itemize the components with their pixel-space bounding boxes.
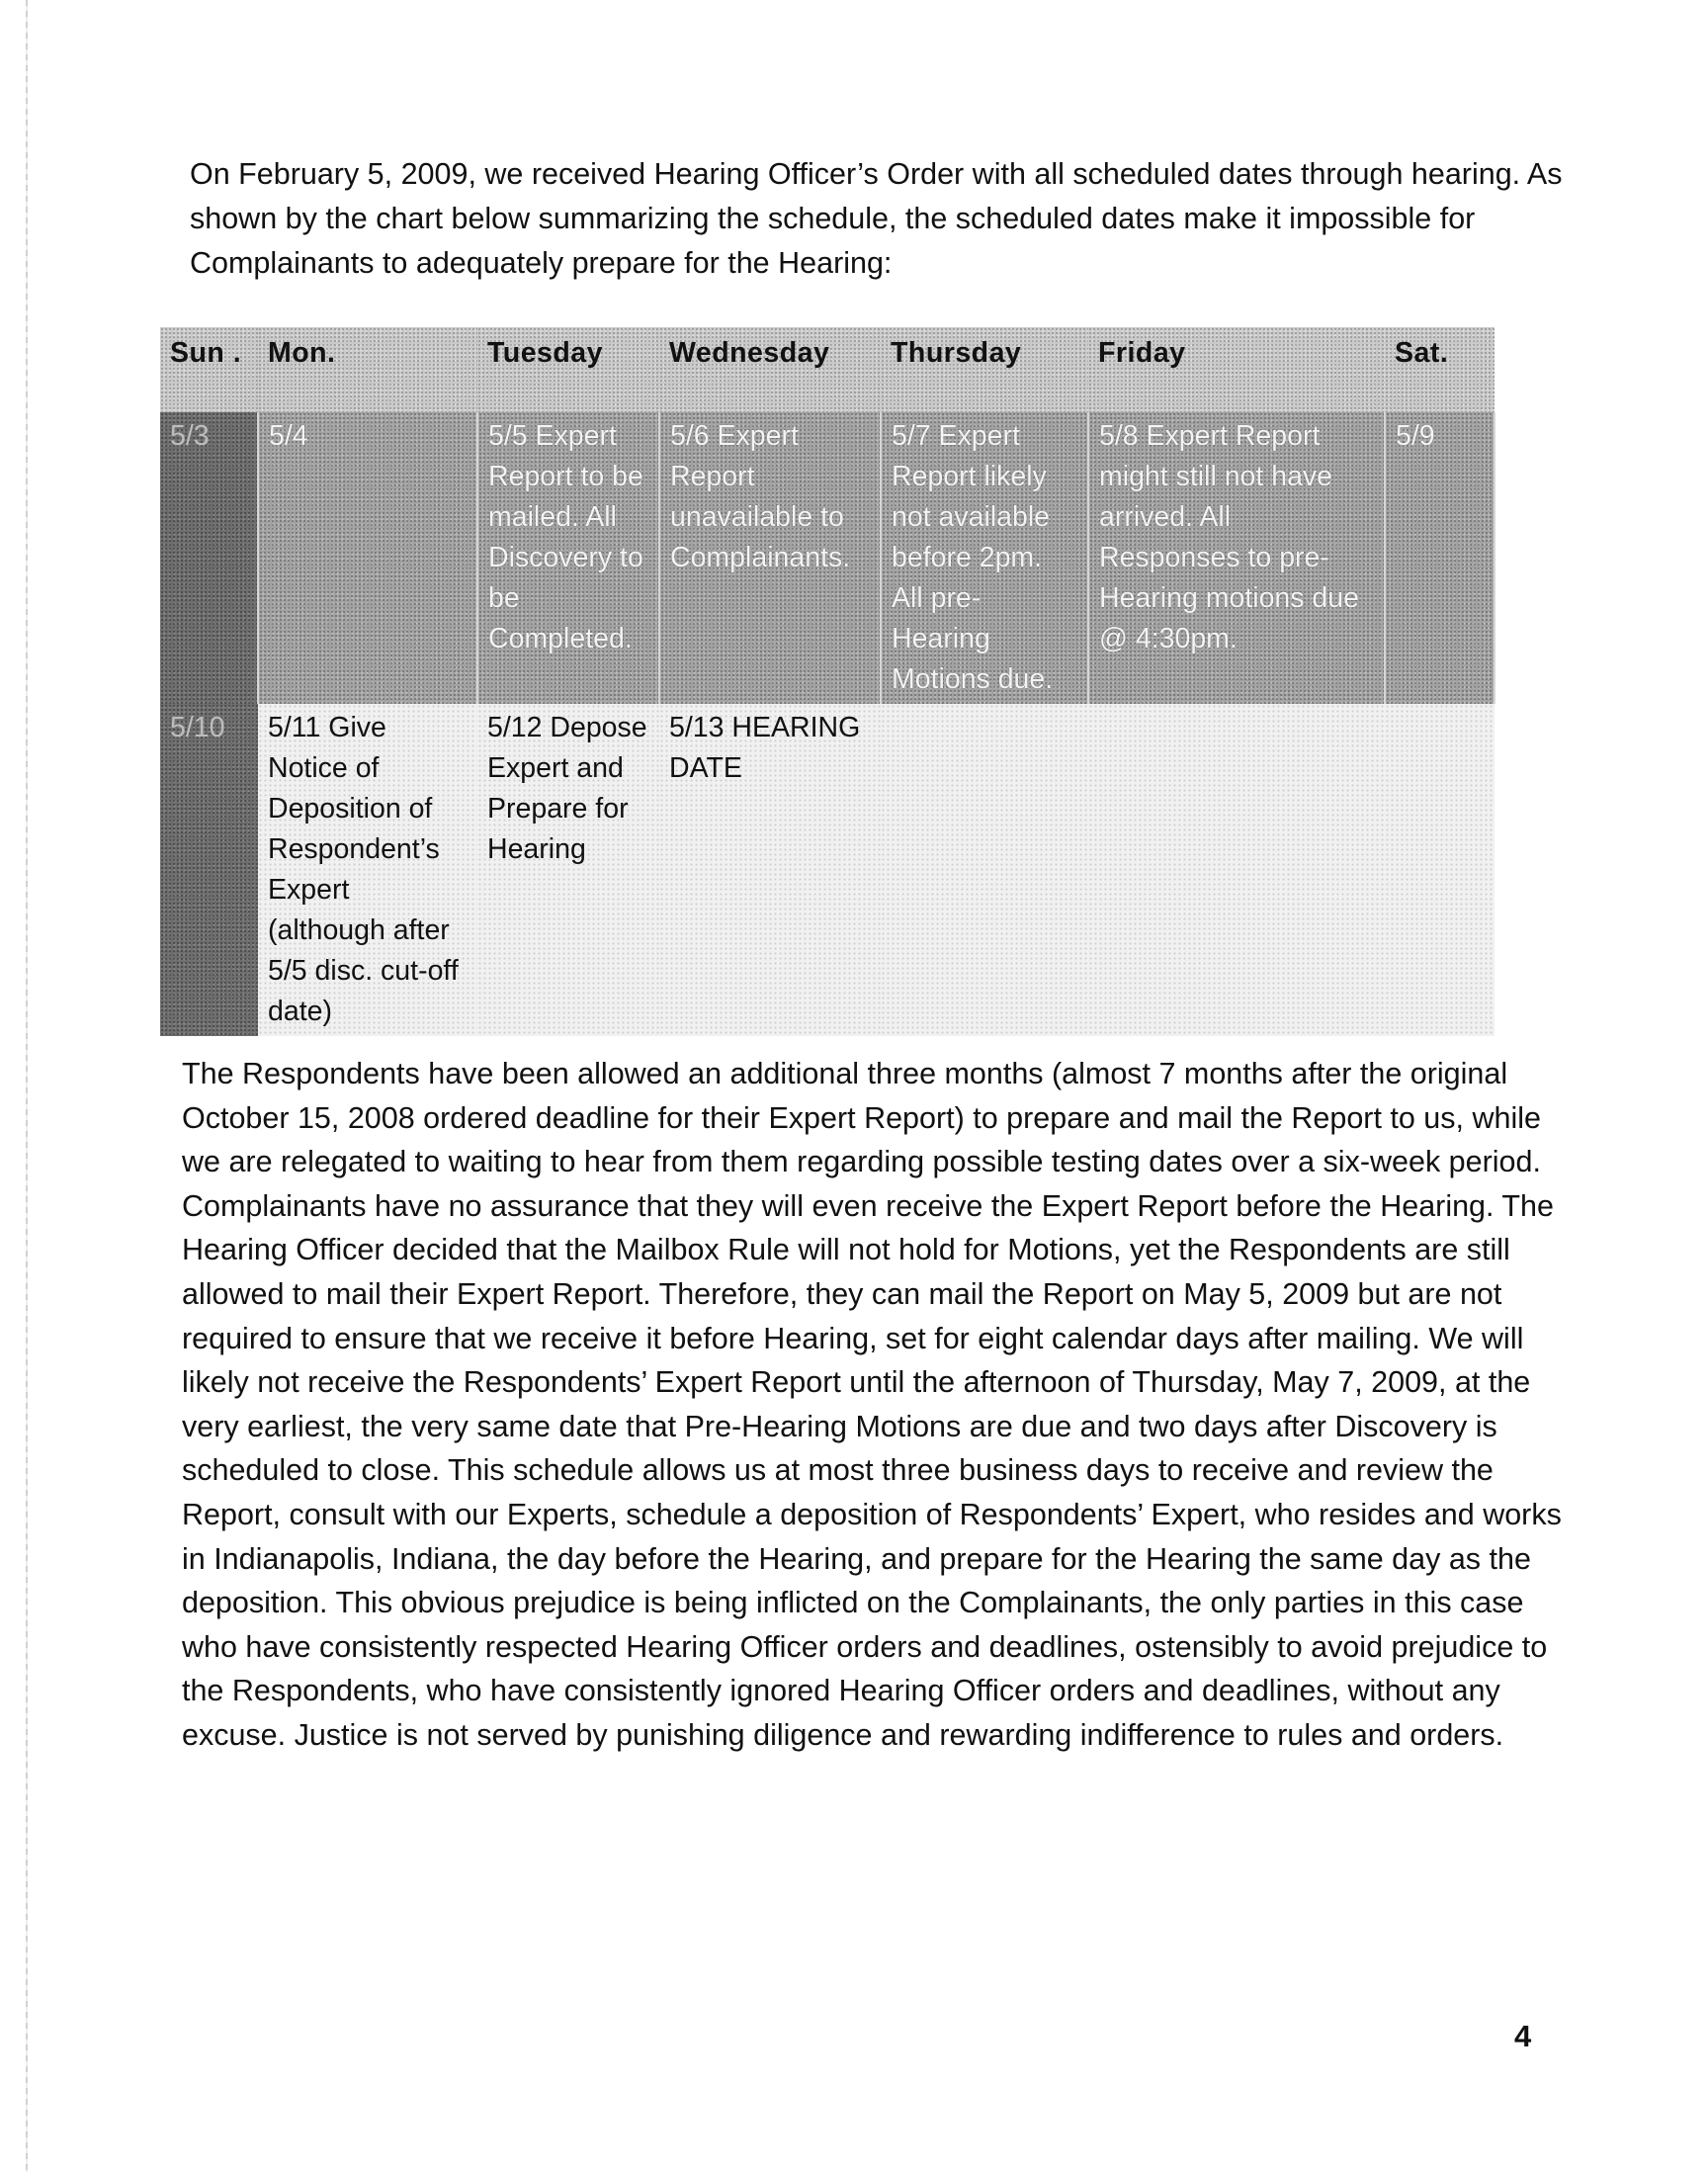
cell-wed: 5/6 Expert Report unavailable to Complainants. [659,412,881,704]
schedule-week-row [160,704,1494,1036]
schedule-table-container [160,327,1494,1027]
cell-sun: 5/3 [160,412,258,704]
header-mon: Mon. [258,327,477,412]
page-number: 4 [1514,2019,1532,2053]
schedule-week-row [160,412,1494,704]
header-sat: Sat. [1385,327,1494,412]
body-paragraph: The Respondents have been allowed an additional three months (almost 7 months after the original October 15, 2008 ordered deadline for their Expert Report) to prepare and mail the Report to us, while we are relegated to waiting to hear from them regarding possible testing dates over a six-week period. Complainants have no assurance that they will even receive the Expert Report before the Hearing. The Hearing Officer decided that the Mailbox Rule will not hold for Motions, yet the Respondents are still allowed to mail their Expert Report. Therefore, they can mail the Report on May 5, 2009 but are not required to ensure that we receive it before Hearing, set for eight calendar days after mailing. We will likely not receive the Respondents’ Expert Report until the afternoon of Thursday, May 7, 2009, at the very earliest, the very same date that Pre-Hearing Motions are due and two days after Discovery is scheduled to close. This schedule allows us at most three business days to receive and review the Report, consult with our Experts, schedule a deposition of Respondents’ Expert, who resides and works in Indianapolis, Indiana, the day before the Hearing, and prepare for the Hearing the same day as the deposition. This obvious prejudice is being inflicted on the Complainants, the only parties in this case who have consistently respected Hearing Officer orders and deadlines, ostensibly to avoid prejudice to the Respondents, who have consistently ignored Hearing Officer orders and deadlines, without any excuse. Justice is not served by punishing diligence and rewarding indifference to rules and orders. [182,1057,1562,1752]
cell-sun: 5/10 [160,704,258,1036]
intro-paragraph: On February 5, 2009, we received Hearing Officer’s Order with all scheduled dates through hearing. As shown by the chart below summarizing the schedule, the scheduled dates make it impossible for Complainants to adequately prepare for the Hearing: [190,157,1563,280]
cell-fri [1088,704,1385,1036]
schedule-table [160,327,1495,1036]
cell-fri: 5/8 Expert Report might still not have arrived. All Responses to pre-Hearing motions due @ 4:30pm. [1088,412,1385,704]
cell-sat: 5/9 [1385,412,1494,704]
cell-mon: 5/11 Give Notice of Deposition of Respondent’s Expert (although after 5/5 disc. cut-off date) [258,704,477,1036]
cell-tue: 5/5 Expert Report to be mailed. All Discovery to be Completed. [477,412,659,704]
cell-thu [881,704,1088,1036]
header-thu: Thursday [881,327,1088,412]
cell-tue: 5/12 Depose Expert and Prepare for Hearing [477,704,659,1036]
cell-mon: 5/4 [258,412,477,704]
cell-wed: 5/13 HEARING DATE [659,704,881,1036]
header-wed: Wednesday [659,327,881,412]
header-sun: Sun . [160,327,258,412]
cell-sat [1385,704,1494,1036]
schedule-header-row [160,327,1494,412]
header-fri: Friday [1088,327,1385,412]
cell-thu: 5/7 Expert Report likely not available before 2pm. All pre-Hearing Motions due. [881,412,1088,704]
header-tue: Tuesday [477,327,659,412]
scan-edge-line [26,0,28,2172]
